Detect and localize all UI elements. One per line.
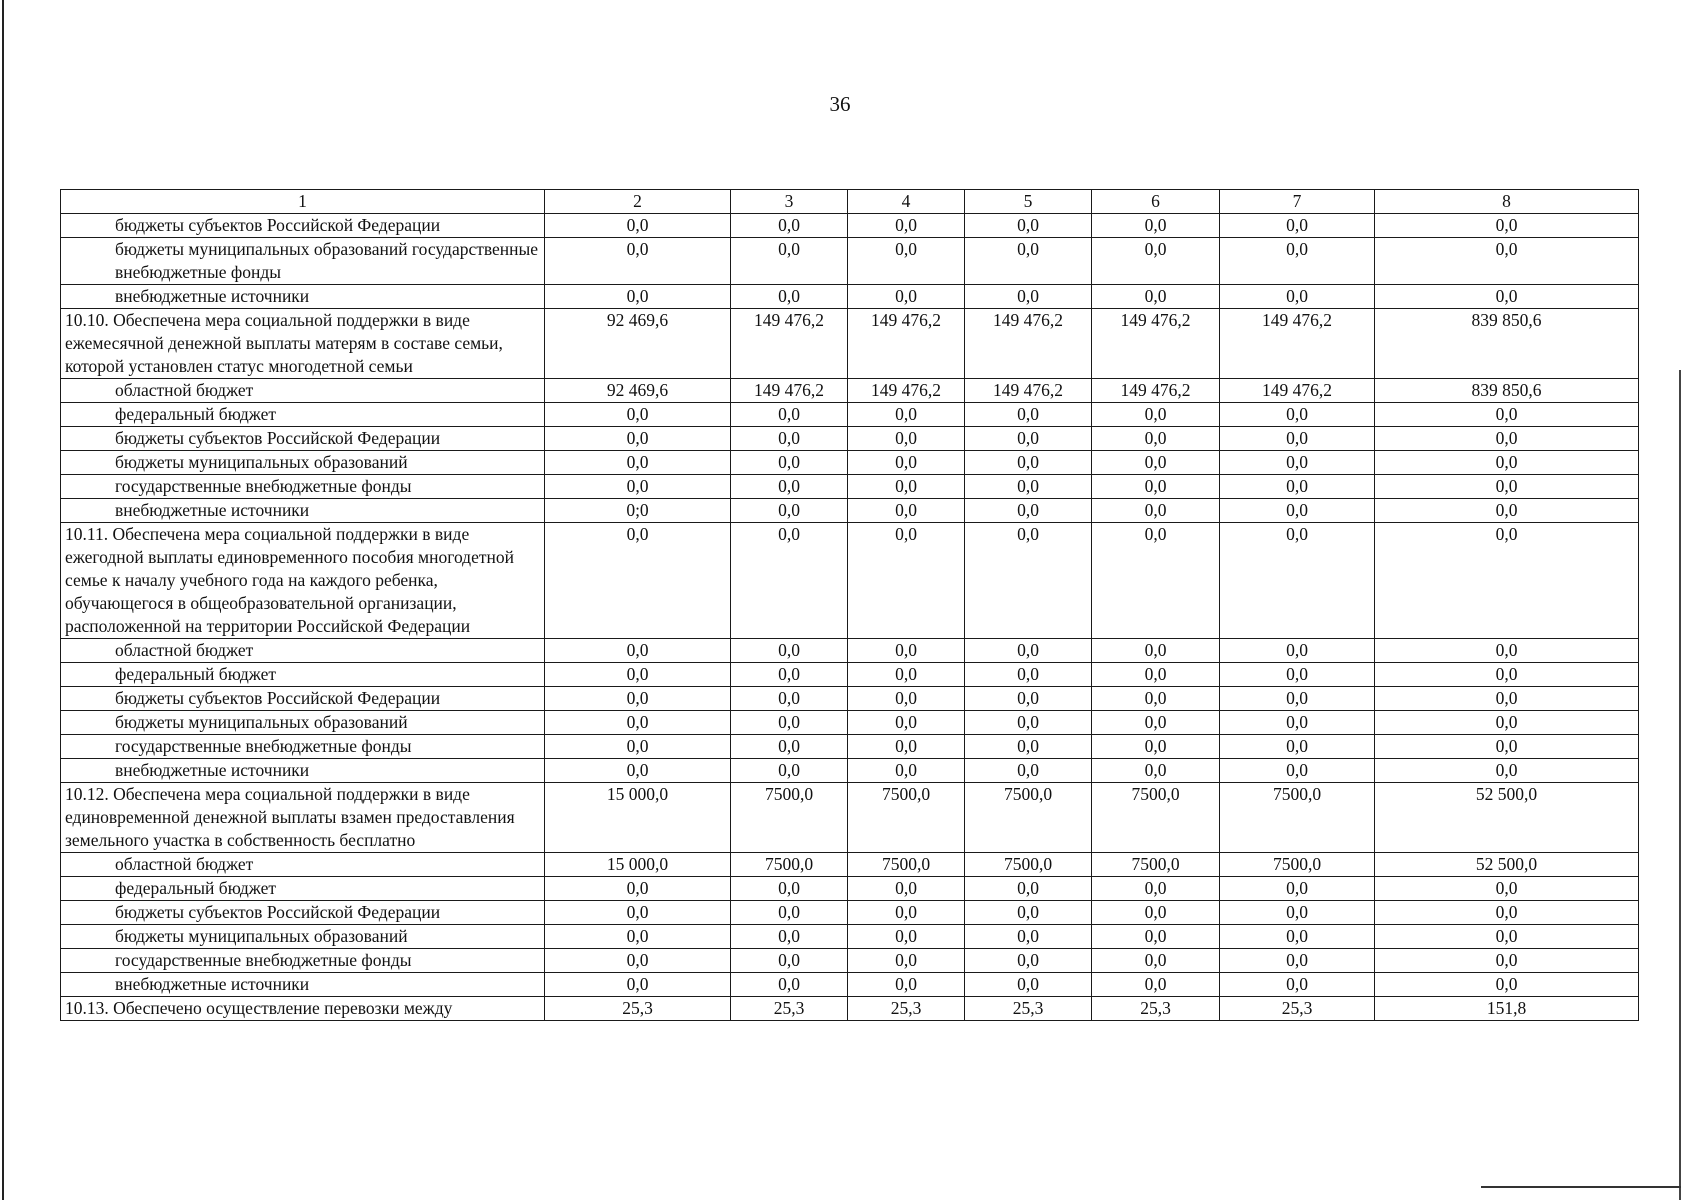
value-cell: 0,0 (965, 759, 1092, 783)
value-cell: 0,0 (1220, 925, 1375, 949)
value-cell: 0,0 (1375, 735, 1639, 759)
value-cell: 0,0 (965, 925, 1092, 949)
value-cell: 15 000,0 (545, 783, 731, 853)
table-row (61, 949, 1639, 973)
table-row (61, 403, 1639, 427)
value-cell: 0,0 (731, 475, 848, 499)
value-cell: 0,0 (1375, 285, 1639, 309)
table-row (61, 475, 1639, 499)
value-cell: 0,0 (848, 735, 965, 759)
table-row (61, 853, 1639, 877)
value-cell: 0,0 (1375, 403, 1639, 427)
table-row (61, 901, 1639, 925)
value-cell: 0,0 (731, 427, 848, 451)
funding-source-label: бюджеты муниципальных образований (61, 711, 545, 735)
table-row (61, 309, 1639, 379)
value-cell: 0,0 (545, 427, 731, 451)
value-cell: 0,0 (731, 901, 848, 925)
value-cell: 0,0 (1092, 925, 1220, 949)
value-cell: 0,0 (731, 759, 848, 783)
table-row (61, 523, 1639, 639)
value-cell: 0,0 (965, 523, 1092, 639)
header-cell: 3 (731, 190, 848, 214)
value-cell: 0,0 (1375, 973, 1639, 997)
value-cell: 0,0 (848, 877, 965, 901)
value-cell: 25,3 (965, 997, 1092, 1021)
value-cell: 0,0 (731, 214, 848, 238)
value-cell: 25,3 (1092, 997, 1220, 1021)
value-cell: 0,0 (1375, 663, 1639, 687)
value-cell: 0,0 (1092, 285, 1220, 309)
table-row (61, 285, 1639, 309)
value-cell: 149 476,2 (848, 379, 965, 403)
value-cell: 0,0 (965, 427, 1092, 451)
value-cell: 7500,0 (848, 783, 965, 853)
value-cell: 0,0 (731, 687, 848, 711)
value-cell: 0,0 (848, 214, 965, 238)
value-cell: 0,0 (1220, 238, 1375, 285)
value-cell: 0,0 (1220, 475, 1375, 499)
value-cell: 0,0 (965, 687, 1092, 711)
funding-source-label: федеральный бюджет (61, 877, 545, 901)
value-cell: 52 500,0 (1375, 853, 1639, 877)
value-cell: 0,0 (1092, 735, 1220, 759)
table-row (61, 427, 1639, 451)
value-cell: 0,0 (1220, 285, 1375, 309)
value-cell: 0,0 (1220, 735, 1375, 759)
table-row (61, 238, 1639, 285)
value-cell: 0,0 (1220, 214, 1375, 238)
value-cell: 0,0 (1220, 663, 1375, 687)
value-cell: 0,0 (1375, 499, 1639, 523)
value-cell: 0,0 (848, 687, 965, 711)
header-cell: 8 (1375, 190, 1639, 214)
value-cell: 0,0 (731, 639, 848, 663)
value-cell: 0,0 (1220, 523, 1375, 639)
value-cell: 0,0 (731, 973, 848, 997)
value-cell: 0,0 (1092, 238, 1220, 285)
table-row (61, 499, 1639, 523)
value-cell: 0,0 (731, 949, 848, 973)
value-cell: 0,0 (1220, 451, 1375, 475)
table-row (61, 735, 1639, 759)
value-cell: 25,3 (848, 997, 965, 1021)
value-cell: 0,0 (545, 735, 731, 759)
measure-label: 10.13. Обеспечено осуществление перевозки между (61, 997, 545, 1021)
scan-border-bottom (1481, 1186, 1681, 1188)
value-cell: 0,0 (1092, 687, 1220, 711)
funding-source-label: бюджеты субъектов Российской Федерации (61, 427, 545, 451)
value-cell: 0,0 (1375, 759, 1639, 783)
header-cell: 2 (545, 190, 731, 214)
header-cell: 1 (61, 190, 545, 214)
value-cell: 0,0 (545, 475, 731, 499)
funding-source-label: внебюджетные источники (61, 973, 545, 997)
value-cell: 0,0 (1092, 523, 1220, 639)
header-cell: 6 (1092, 190, 1220, 214)
value-cell: 149 476,2 (1220, 379, 1375, 403)
value-cell: 0,0 (1092, 759, 1220, 783)
value-cell: 0,0 (965, 403, 1092, 427)
funding-source-label: федеральный бюджет (61, 403, 545, 427)
value-cell: 0,0 (1220, 901, 1375, 925)
header-cell: 7 (1220, 190, 1375, 214)
header-cell: 5 (965, 190, 1092, 214)
value-cell: 0,0 (1092, 663, 1220, 687)
value-cell: 0,0 (1092, 901, 1220, 925)
value-cell: 0,0 (1220, 877, 1375, 901)
value-cell: 0,0 (731, 925, 848, 949)
table-row (61, 451, 1639, 475)
value-cell: 0,0 (731, 711, 848, 735)
value-cell: 0,0 (1092, 403, 1220, 427)
value-cell: 25,3 (1220, 997, 1375, 1021)
value-cell: 0;0 (545, 499, 731, 523)
value-cell: 0,0 (848, 663, 965, 687)
value-cell: 0,0 (848, 451, 965, 475)
value-cell: 0,0 (848, 759, 965, 783)
value-cell: 0,0 (545, 451, 731, 475)
value-cell: 0,0 (848, 523, 965, 639)
value-cell: 0,0 (731, 663, 848, 687)
value-cell: 0,0 (965, 499, 1092, 523)
value-cell: 0,0 (731, 499, 848, 523)
funding-source-label: бюджеты муниципальных образований (61, 925, 545, 949)
value-cell: 0,0 (545, 877, 731, 901)
value-cell: 25,3 (545, 997, 731, 1021)
value-cell: 0,0 (848, 238, 965, 285)
table-row (61, 663, 1639, 687)
value-cell: 0,0 (1375, 523, 1639, 639)
value-cell: 0,0 (1220, 403, 1375, 427)
measure-label: 10.11. Обеспечена мера социальной поддержки в виде ежегодной выплаты единовременного пособия многодетной семье к началу учебного года на каждого ребенка, обучающегося в общеобразовательной организации, расположенной на территории Российской Федерации (61, 523, 545, 639)
value-cell: 0,0 (1375, 475, 1639, 499)
funding-source-label: внебюджетные источники (61, 759, 545, 783)
measure-label: 10.10. Обеспечена мера социальной поддержки в виде ежемесячной денежной выплаты матерям в составе семьи, которой установлен статус многодетной семьи (61, 309, 545, 379)
value-cell: 149 476,2 (965, 309, 1092, 379)
value-cell: 0,0 (545, 214, 731, 238)
table-row (61, 925, 1639, 949)
value-cell: 149 476,2 (1092, 379, 1220, 403)
value-cell: 7500,0 (731, 783, 848, 853)
value-cell: 0,0 (1375, 877, 1639, 901)
value-cell: 0,0 (731, 403, 848, 427)
funding-source-label: областной бюджет (61, 853, 545, 877)
value-cell: 0,0 (1092, 639, 1220, 663)
value-cell: 149 476,2 (731, 379, 848, 403)
value-cell: 839 850,6 (1375, 309, 1639, 379)
value-cell: 0,0 (731, 523, 848, 639)
value-cell: 0,0 (1220, 499, 1375, 523)
value-cell: 0,0 (848, 973, 965, 997)
funding-source-label: федеральный бюджет (61, 663, 545, 687)
value-cell: 7500,0 (848, 853, 965, 877)
funding-source-label: внебюджетные источники (61, 285, 545, 309)
value-cell: 0,0 (1092, 475, 1220, 499)
value-cell: 0,0 (848, 949, 965, 973)
value-cell: 0,0 (545, 901, 731, 925)
value-cell: 0,0 (1092, 427, 1220, 451)
funding-source-label: бюджеты субъектов Российской Федерации (61, 687, 545, 711)
value-cell: 149 476,2 (1092, 309, 1220, 379)
value-cell: 7500,0 (965, 853, 1092, 877)
value-cell: 0,0 (965, 711, 1092, 735)
value-cell: 839 850,6 (1375, 379, 1639, 403)
value-cell: 0,0 (731, 877, 848, 901)
funding-source-label: областной бюджет (61, 639, 545, 663)
table-row (61, 877, 1639, 901)
value-cell: 0,0 (965, 901, 1092, 925)
value-cell: 7500,0 (1092, 853, 1220, 877)
value-cell: 0,0 (965, 949, 1092, 973)
value-cell: 0,0 (1220, 759, 1375, 783)
table-header-row (61, 190, 1639, 214)
value-cell: 92 469,6 (545, 309, 731, 379)
table-row (61, 783, 1639, 853)
value-cell: 7500,0 (1220, 853, 1375, 877)
measure-label: 10.12. Обеспечена мера социальной поддержки в виде единовременной денежной выплаты взамен предоставления земельного участка в собственность бесплатно (61, 783, 545, 853)
table-row (61, 214, 1639, 238)
value-cell: 0,0 (545, 523, 731, 639)
value-cell: 0,0 (545, 759, 731, 783)
value-cell: 0,0 (1092, 214, 1220, 238)
value-cell: 149 476,2 (848, 309, 965, 379)
header-cell: 4 (848, 190, 965, 214)
table-row (61, 711, 1639, 735)
value-cell: 0,0 (1220, 949, 1375, 973)
value-cell: 0,0 (545, 663, 731, 687)
value-cell: 7500,0 (731, 853, 848, 877)
value-cell: 92 469,6 (545, 379, 731, 403)
table-row (61, 997, 1639, 1021)
value-cell: 0,0 (1220, 427, 1375, 451)
value-cell: 0,0 (1092, 877, 1220, 901)
value-cell: 0,0 (965, 639, 1092, 663)
value-cell: 0,0 (848, 475, 965, 499)
value-cell: 0,0 (1092, 949, 1220, 973)
value-cell: 0,0 (1375, 451, 1639, 475)
value-cell: 0,0 (731, 285, 848, 309)
value-cell: 0,0 (848, 499, 965, 523)
funding-source-label: государственные внебюджетные фонды (61, 949, 545, 973)
value-cell: 0,0 (848, 403, 965, 427)
value-cell: 0,0 (731, 238, 848, 285)
value-cell: 0,0 (1375, 949, 1639, 973)
value-cell: 149 476,2 (1220, 309, 1375, 379)
page-number: 36 (829, 92, 851, 116)
funding-source-label: бюджеты муниципальных образований государственные внебюджетные фонды (61, 238, 545, 285)
scan-border-left (2, 0, 4, 1200)
value-cell: 0,0 (1220, 973, 1375, 997)
value-cell: 0,0 (1092, 711, 1220, 735)
budget-table (60, 189, 1639, 1021)
value-cell: 0,0 (965, 214, 1092, 238)
funding-source-label: областной бюджет (61, 379, 545, 403)
value-cell: 52 500,0 (1375, 783, 1639, 853)
value-cell: 0,0 (545, 925, 731, 949)
scan-border-right (1679, 370, 1681, 1200)
value-cell: 0,0 (545, 973, 731, 997)
value-cell: 149 476,2 (731, 309, 848, 379)
value-cell: 0,0 (1375, 214, 1639, 238)
value-cell: 0,0 (1375, 427, 1639, 451)
value-cell: 149 476,2 (965, 379, 1092, 403)
table-row (61, 759, 1639, 783)
value-cell: 0,0 (1375, 925, 1639, 949)
value-cell: 7500,0 (965, 783, 1092, 853)
value-cell: 0,0 (1220, 711, 1375, 735)
value-cell: 0,0 (545, 285, 731, 309)
value-cell: 0,0 (1375, 639, 1639, 663)
value-cell: 15 000,0 (545, 853, 731, 877)
funding-source-label: бюджеты субъектов Российской Федерации (61, 901, 545, 925)
value-cell: 0,0 (1092, 451, 1220, 475)
value-cell: 0,0 (848, 427, 965, 451)
value-cell: 0,0 (545, 238, 731, 285)
table-row (61, 973, 1639, 997)
value-cell: 7500,0 (1092, 783, 1220, 853)
table-row (61, 687, 1639, 711)
value-cell: 0,0 (848, 901, 965, 925)
value-cell: 0,0 (848, 639, 965, 663)
value-cell: 0,0 (965, 475, 1092, 499)
value-cell: 0,0 (965, 735, 1092, 759)
value-cell: 0,0 (965, 973, 1092, 997)
value-cell: 0,0 (545, 949, 731, 973)
value-cell: 0,0 (848, 925, 965, 949)
value-cell: 0,0 (545, 403, 731, 427)
funding-source-label: бюджеты субъектов Российской Федерации (61, 214, 545, 238)
value-cell: 0,0 (1375, 901, 1639, 925)
funding-source-label: бюджеты муниципальных образований (61, 451, 545, 475)
table-row (61, 379, 1639, 403)
value-cell: 0,0 (965, 877, 1092, 901)
table-row (61, 639, 1639, 663)
value-cell: 0,0 (965, 285, 1092, 309)
value-cell: 0,0 (545, 711, 731, 735)
value-cell: 0,0 (848, 711, 965, 735)
value-cell: 151,8 (1375, 997, 1639, 1021)
funding-source-label: государственные внебюджетные фонды (61, 475, 545, 499)
value-cell: 0,0 (731, 451, 848, 475)
value-cell: 25,3 (731, 997, 848, 1021)
value-cell: 0,0 (545, 687, 731, 711)
value-cell: 0,0 (1375, 238, 1639, 285)
value-cell: 0,0 (731, 735, 848, 759)
value-cell: 0,0 (1220, 687, 1375, 711)
value-cell: 0,0 (1375, 687, 1639, 711)
value-cell: 0,0 (1375, 711, 1639, 735)
value-cell: 0,0 (1220, 639, 1375, 663)
value-cell: 0,0 (965, 451, 1092, 475)
value-cell: 0,0 (1092, 973, 1220, 997)
value-cell: 7500,0 (1220, 783, 1375, 853)
value-cell: 0,0 (965, 663, 1092, 687)
funding-source-label: внебюджетные источники (61, 499, 545, 523)
value-cell: 0,0 (965, 238, 1092, 285)
value-cell: 0,0 (545, 639, 731, 663)
value-cell: 0,0 (1092, 499, 1220, 523)
value-cell: 0,0 (848, 285, 965, 309)
funding-source-label: государственные внебюджетные фонды (61, 735, 545, 759)
